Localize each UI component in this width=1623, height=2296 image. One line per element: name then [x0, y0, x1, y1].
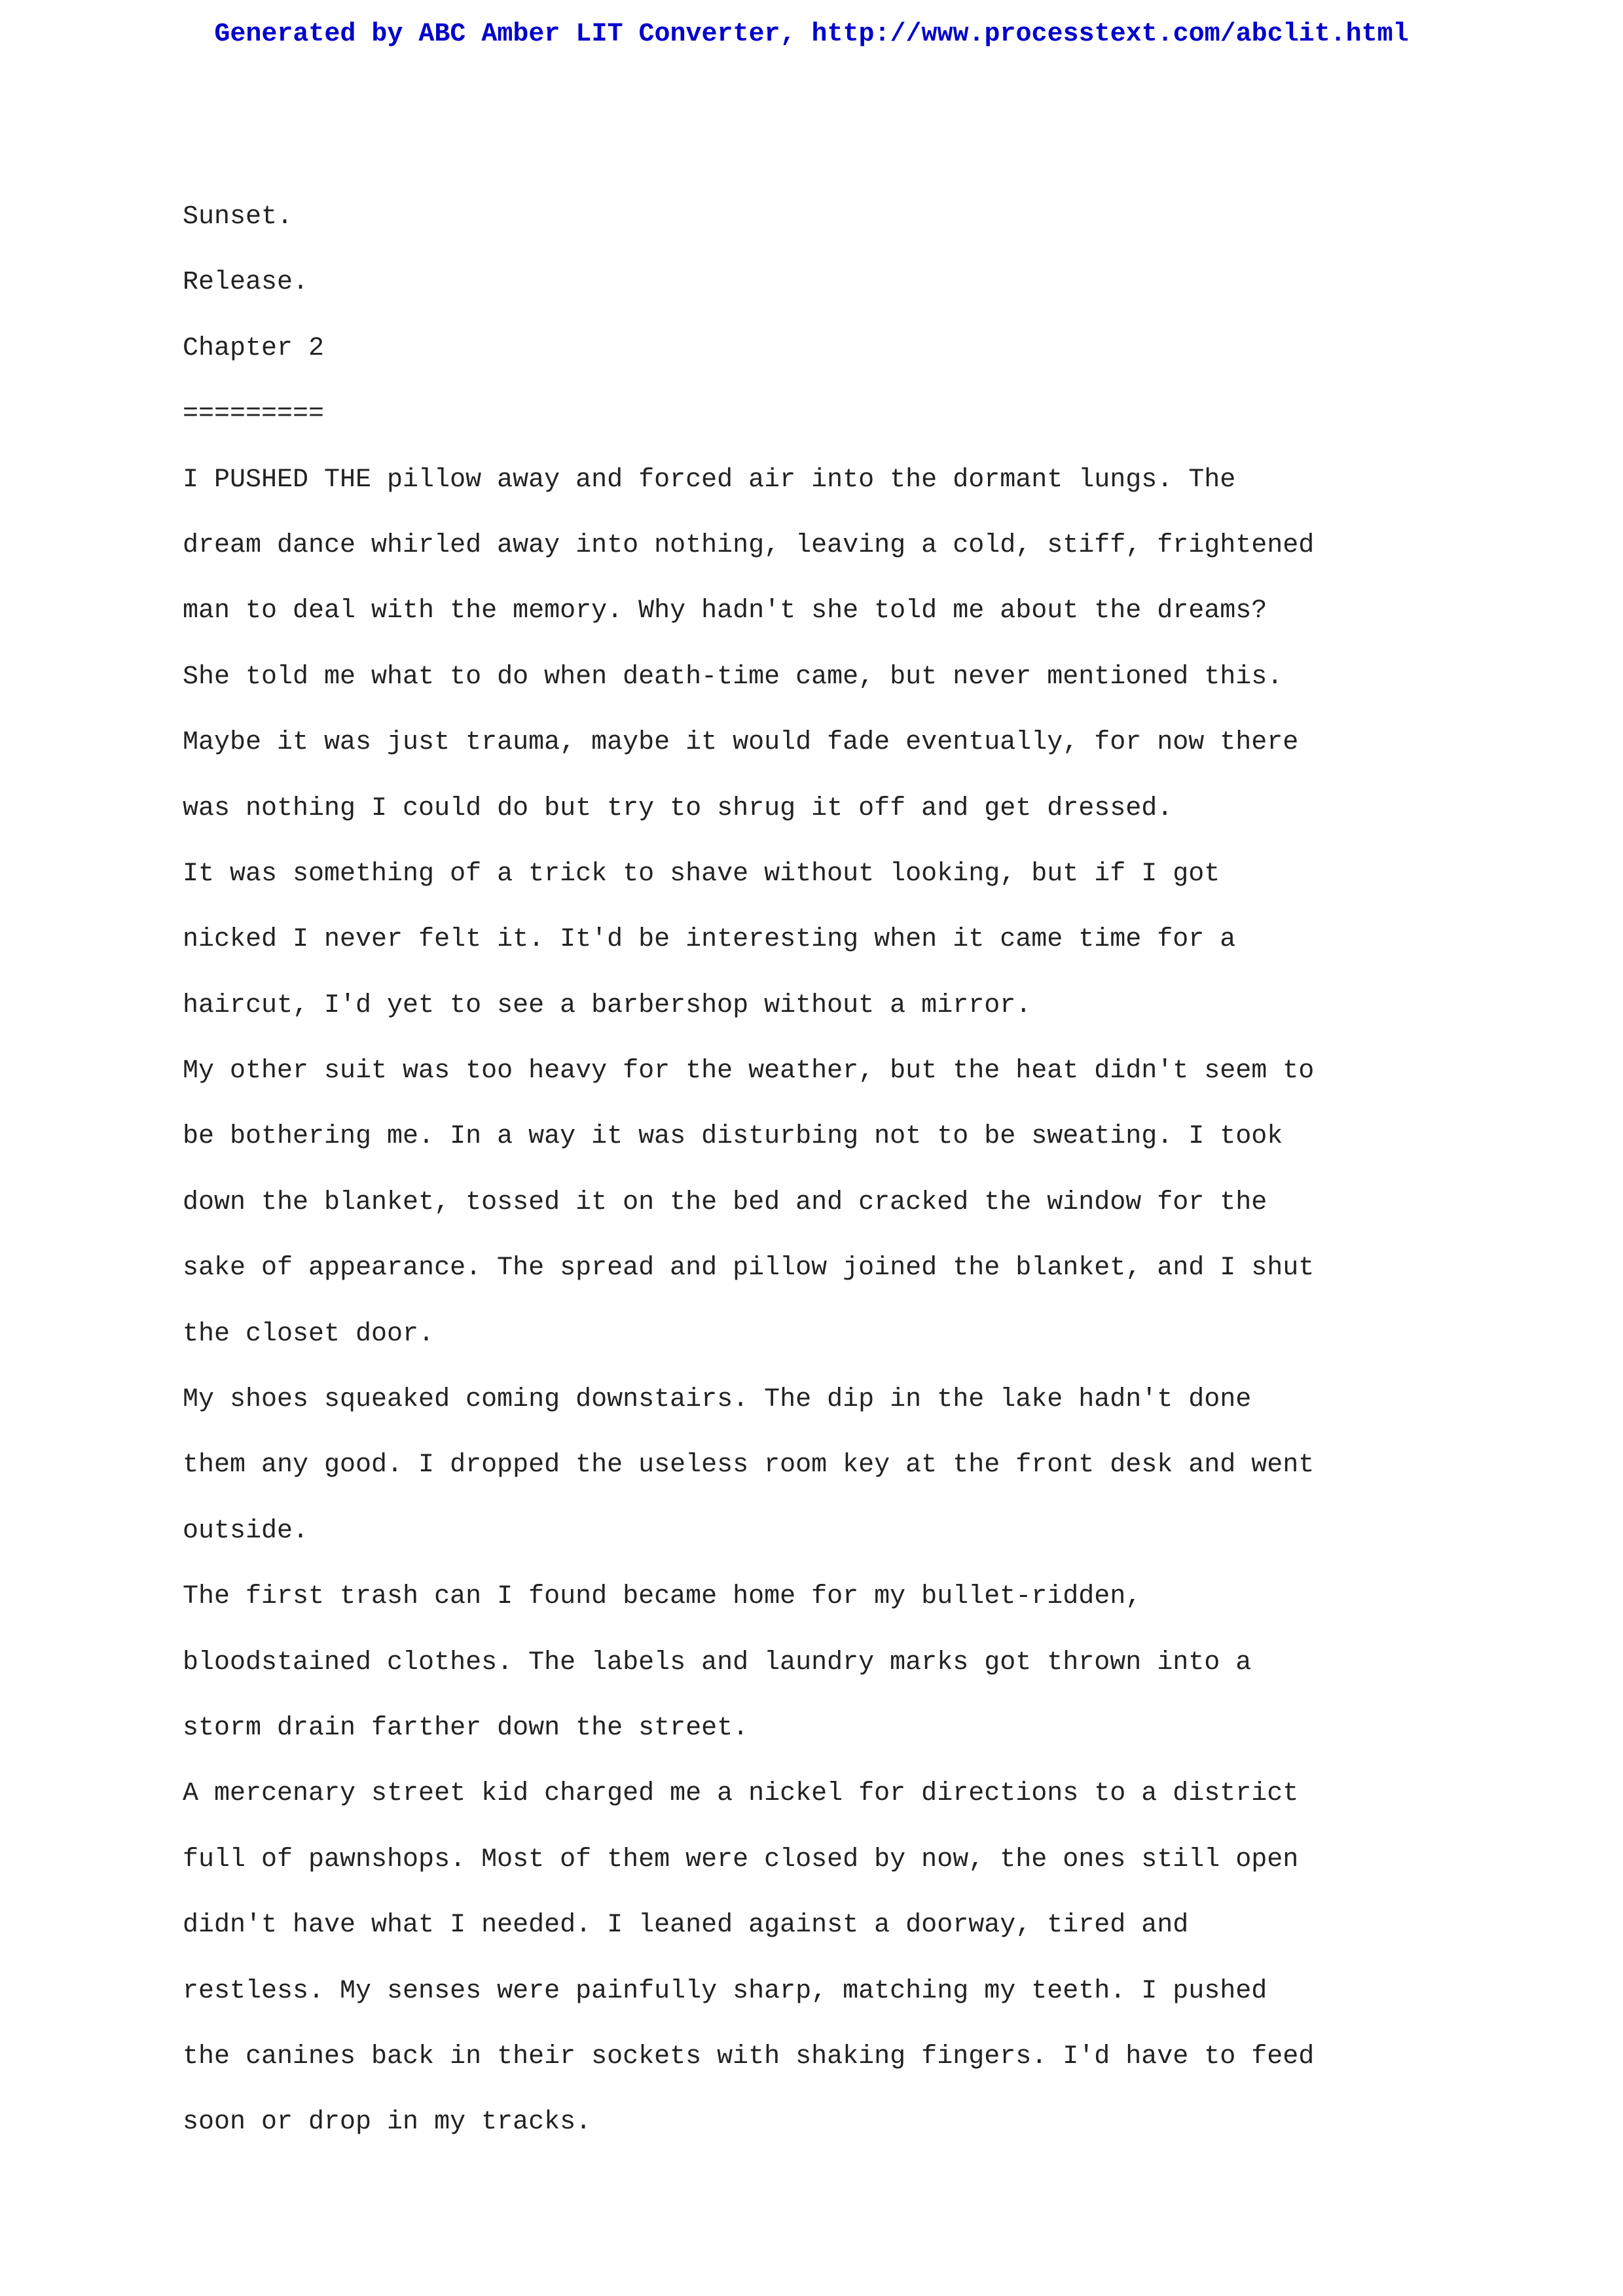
text-line: bloodstained clothes. The labels and laundry marks got thrown into a	[183, 1647, 1252, 1677]
text-line: didn't have what I needed. I leaned against a doorway, tired and	[183, 1910, 1189, 1941]
text-line: My other suit was too heavy for the weather, but the heat didn't seem to	[183, 1056, 1315, 1086]
text-line: The first trash can I found became home for my bullet-ridden,	[183, 1582, 1142, 1612]
text-line: outside.	[183, 1516, 309, 1546]
text-line: the canines back in their sockets with shaking fingers. I'd have to feed	[183, 2041, 1315, 2072]
subtitle-line: Release.	[183, 268, 309, 298]
text-line: them any good. I dropped the useless room key at the front desk and went	[183, 1450, 1315, 1480]
text-line: down the blanket, tossed it on the bed and cracked the window for the	[183, 1187, 1267, 1217]
text-line: storm drain farther down the street.	[183, 1713, 749, 1743]
chapter-divider: =========	[183, 399, 325, 429]
text-line: was nothing I could do but try to shrug it off and get dressed.	[183, 793, 1173, 823]
text-line: restless. My senses were painfully sharp, matching my teeth. I pushed	[183, 1976, 1267, 2006]
chapter-heading: Chapter 2	[183, 333, 325, 363]
text-line: soon or drop in my tracks.	[183, 2108, 592, 2138]
document-body	[183, 185, 1492, 2156]
text-line: My shoes squeaked coming downstairs. The dip in the lake hadn't done	[183, 1385, 1252, 1415]
text-line: A mercenary street kid charged me a nickel for directions to a district	[183, 1779, 1299, 1809]
converter-header-link[interactable]: Generated by ABC Amber LIT Converter, http://www.processtext.com/abclit.html	[214, 20, 1409, 49]
text-line: Maybe it was just trauma, maybe it would fade eventually, for now there	[183, 728, 1299, 758]
text-line: haircut, I'd yet to see a barbershop without a mirror.	[183, 990, 1032, 1020]
text-line: She told me what to do when death-time came, but never mentioned this.	[183, 662, 1283, 692]
text-line: full of pawnshops. Most of them were closed by now, the ones still open	[183, 1844, 1299, 1874]
text-line: It was something of a trick to shave without looking, but if I got	[183, 859, 1220, 889]
title-line: Sunset.	[183, 202, 293, 232]
text-line: sake of appearance. The spread and pillow joined the blanket, and I shut	[183, 1253, 1315, 1283]
text-line: dream dance whirled away into nothing, leaving a cold, stiff, frightened	[183, 530, 1315, 560]
text-line: be bothering me. In a way it was disturbing not to be sweating. I took	[183, 1122, 1283, 1152]
text-line: man to deal with the memory. Why hadn't she told me about the dreams?	[183, 596, 1267, 626]
text-line: nicked I never felt it. It'd be interesting when it came time for a	[183, 925, 1236, 955]
text-line: I PUSHED THE pillow away and forced air into the dormant lungs. The	[183, 465, 1236, 495]
text-line: the closet door.	[183, 1319, 435, 1349]
